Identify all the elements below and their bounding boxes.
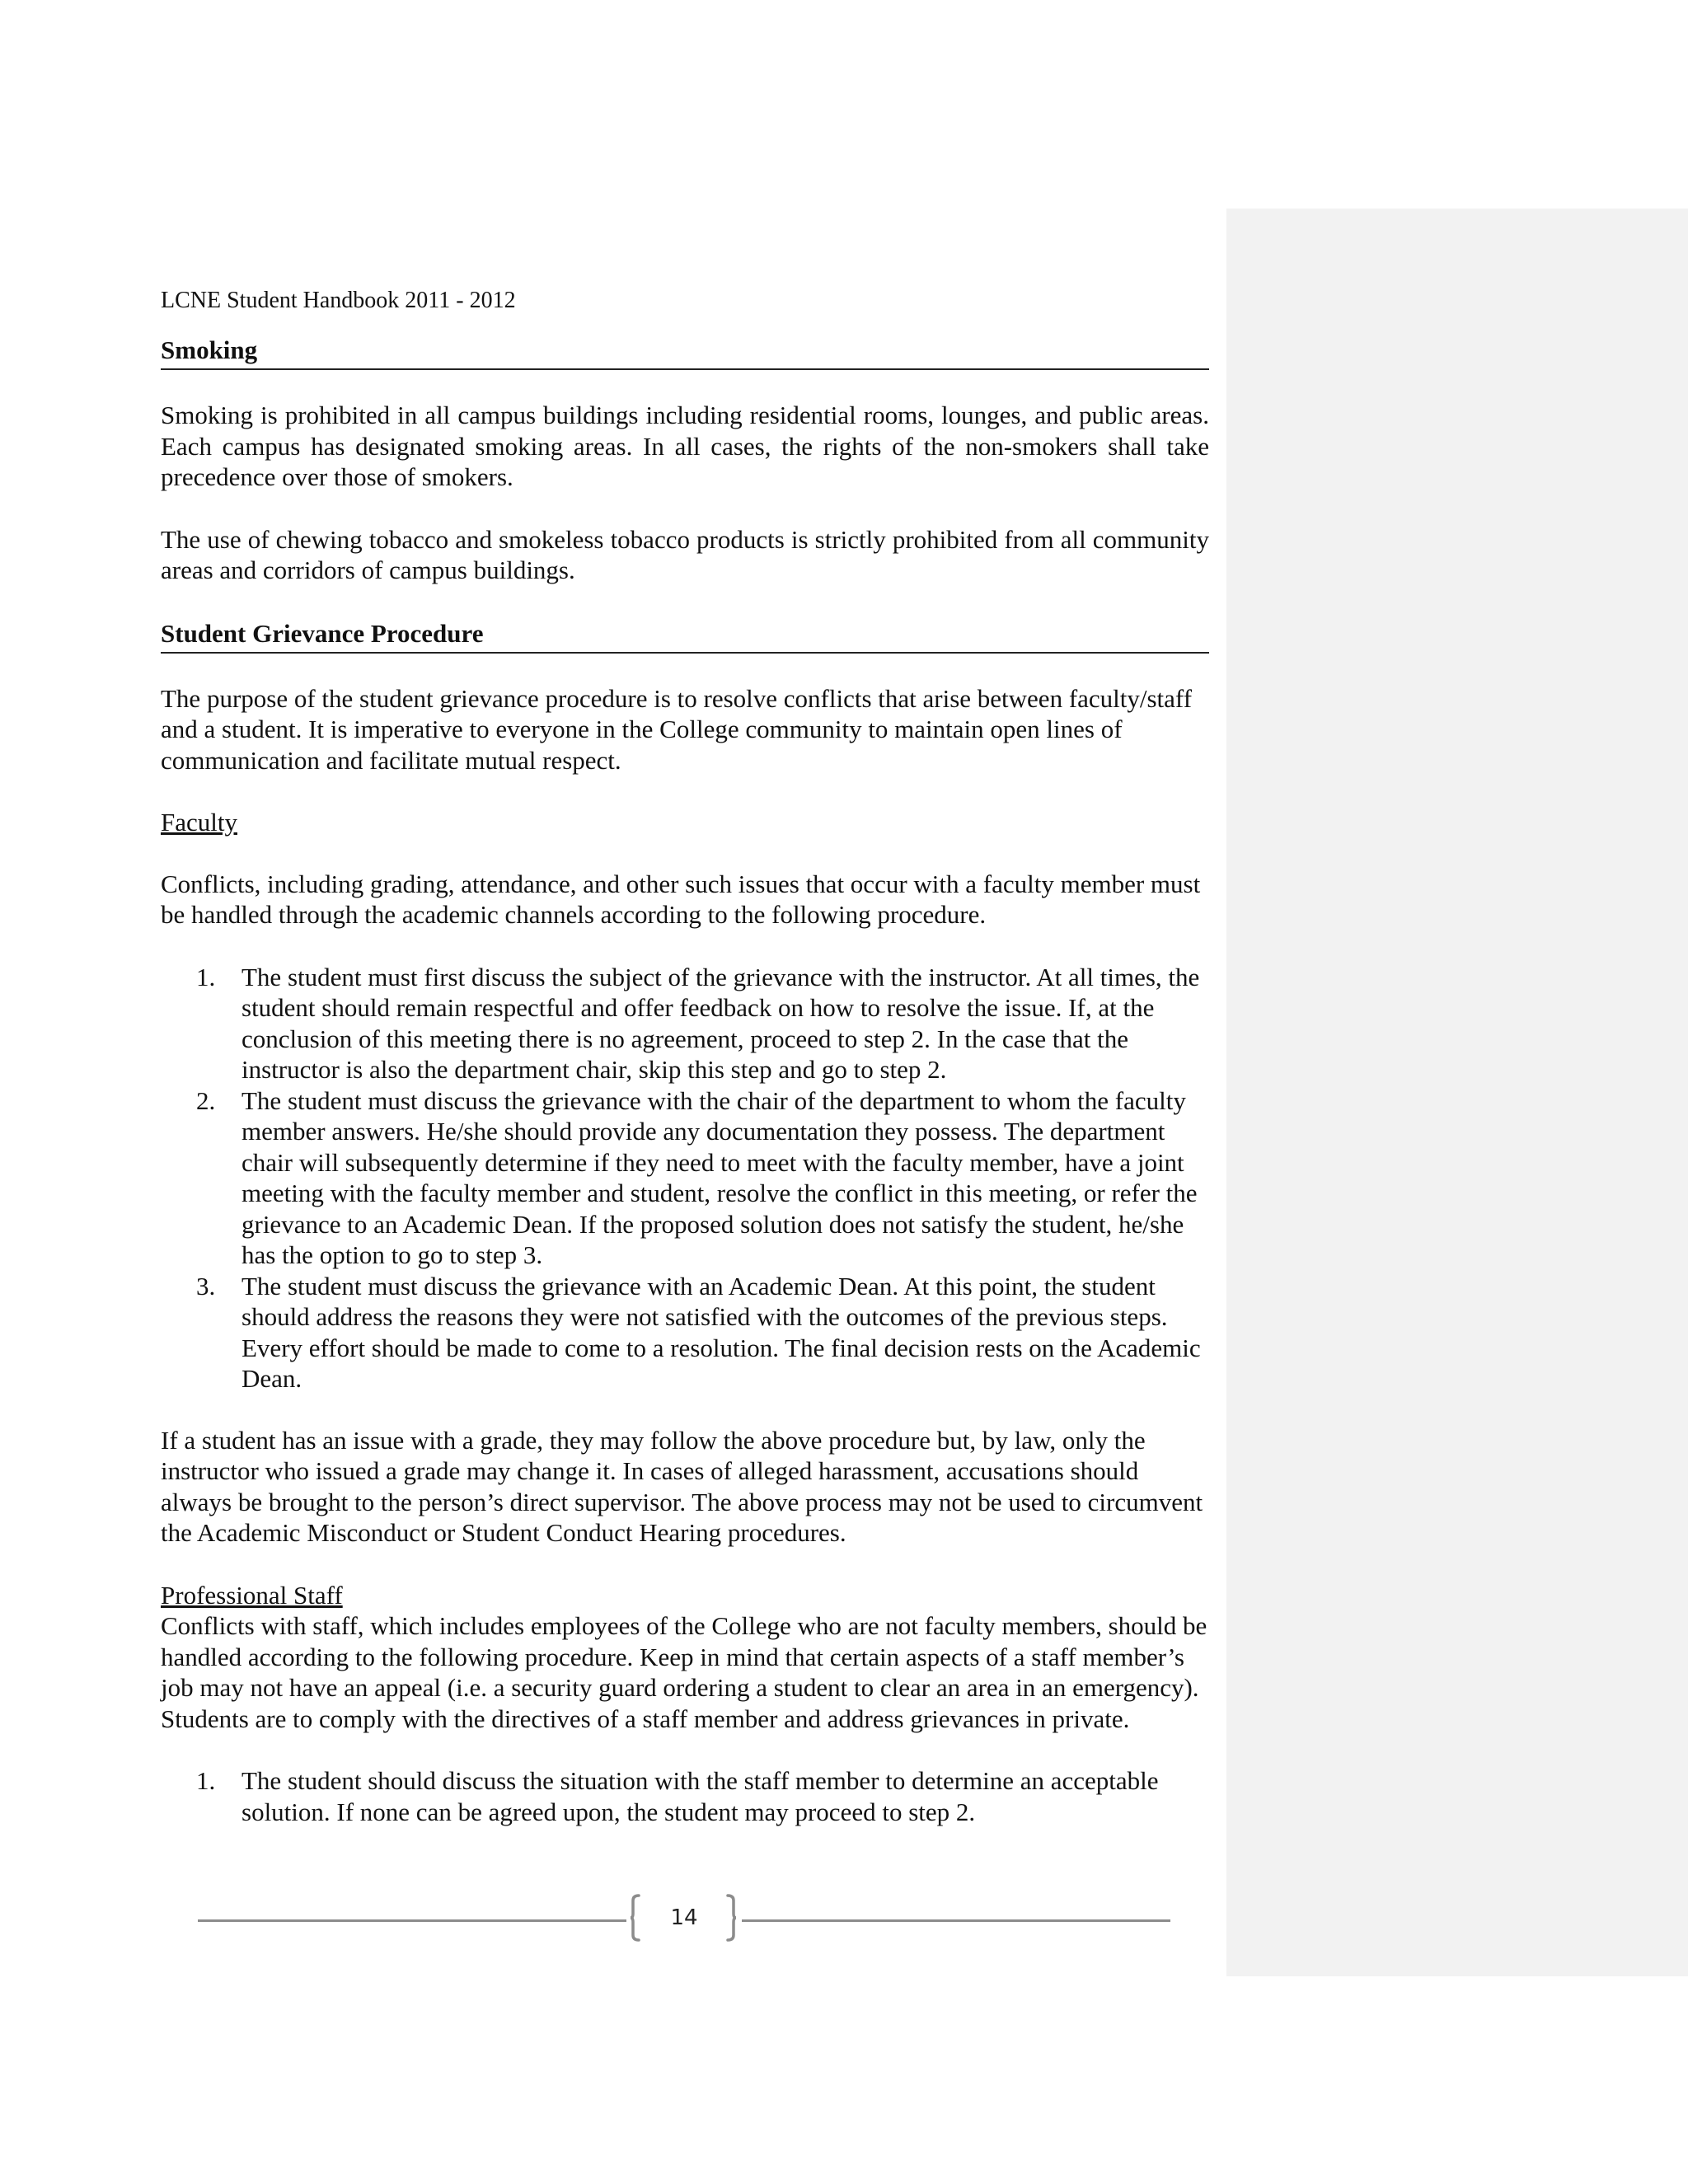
list-item <box>161 1765 1209 1827</box>
comment-pane <box>1226 209 1688 1976</box>
step-number: 1. <box>196 1766 216 1795</box>
page-footer <box>198 1894 1170 1945</box>
running-header: LCNE Student Handbook 2011 - 2012 <box>161 288 516 313</box>
footer-rule-right <box>742 1919 1170 1922</box>
step-text: The student must first discuss the subject of the grievance with the instructor. At all times, the student should remain respectful and offer feedback on how to resolve the issue. If, at the conclusion of this meeting there is no agreement, proceed to step 2. In the case that the instructor is also the department chair, skip this step and go to step 2. <box>241 962 1200 1084</box>
document-page <box>161 284 1209 1858</box>
smoking-paragraph-1: Smoking is prohibited in all campus buildings including residential rooms, lounges, and public areas. Each campus has designated smoking areas. In all cases, the rights of the non-smokers shall take precedence over those of smokers. <box>161 401 1209 491</box>
faculty-closing-paragraph: If a student has an issue with a grade, they may follow the above procedure but, by law, only the instructor who issued a grade may change it. In cases of alleged harassment, accusations should always be brought to the person’s direct supervisor. The above process may not be used to circumvent the Academic Misconduct or Student Conduct Hearing procedures. <box>161 1425 1203 1547</box>
subheading-faculty: Faculty <box>161 808 237 837</box>
grievance-intro-paragraph: The purpose of the student grievance procedure is to resolve conflicts that arise between faculty/staff and a student. It is imperative to everyone in the College community to maintain open lines of communication and facilitate mutual respect. <box>161 683 1193 775</box>
left-brace-icon <box>630 1894 641 1942</box>
right-brace-icon <box>725 1894 737 1942</box>
section-heading-smoking: Smoking <box>161 334 1209 370</box>
list-item <box>161 962 1209 1085</box>
staff-intro-paragraph: Conflicts with staff, which includes employees of the College who are not faculty members, should be handled according to the following procedure. Keep in mind that certain aspects of a staff member’s job may not have an appeal (i.e. a security guard ordering a student to clear an area in an emergency). Students are to comply with the directives of a staff member and address grievances in private. <box>161 1611 1207 1733</box>
step-number: 1. <box>196 962 216 991</box>
step-text: The student must discuss the grievance with an Academic Dean. At this point, the student should address the reasons they were not satisfied with the outcomes of the previous steps. Every effort should be made to come to a resolution. The final decision rests on the Academic Dean. <box>241 1271 1201 1393</box>
step-number: 3. <box>196 1271 216 1301</box>
footer-rule-left <box>198 1919 626 1922</box>
page-number: 14 <box>670 1905 698 1930</box>
list-item <box>161 1085 1209 1271</box>
smoking-paragraph-2: The use of chewing tobacco and smokeless tobacco products is strictly prohibited from all community areas and corridors of campus buildings. <box>161 524 1209 584</box>
step-text: The student should discuss the situation with the staff member to determine an acceptable solution. If none can be agreed upon, the student may proceed to step 2. <box>241 1766 1159 1826</box>
section-heading-grievance: Student Grievance Procedure <box>161 617 1209 654</box>
subheading-professional-staff: Professional Staff <box>161 1580 343 1610</box>
faculty-intro-paragraph: Conflicts, including grading, attendance, and other such issues that occur with a faculty member must be handled through the academic channels according to the following procedure. <box>161 869 1201 929</box>
staff-steps-list <box>161 1765 1209 1827</box>
faculty-steps-list <box>161 962 1209 1394</box>
step-number: 2. <box>196 1085 216 1115</box>
step-text: The student must discuss the grievance with the chair of the department to whom the faculty member answers. He/she should provide any documentation they possess. The department chair will subsequently determine if they need to meet with the faculty member, have a joint meeting with the faculty member and student, resolve the conflict in this meeting, or refer the grievance to an Academic Dean. If the proposed solution does not satisfy the student, he/she has the option to go to step 3. <box>241 1085 1198 1269</box>
list-item <box>161 1271 1209 1394</box>
